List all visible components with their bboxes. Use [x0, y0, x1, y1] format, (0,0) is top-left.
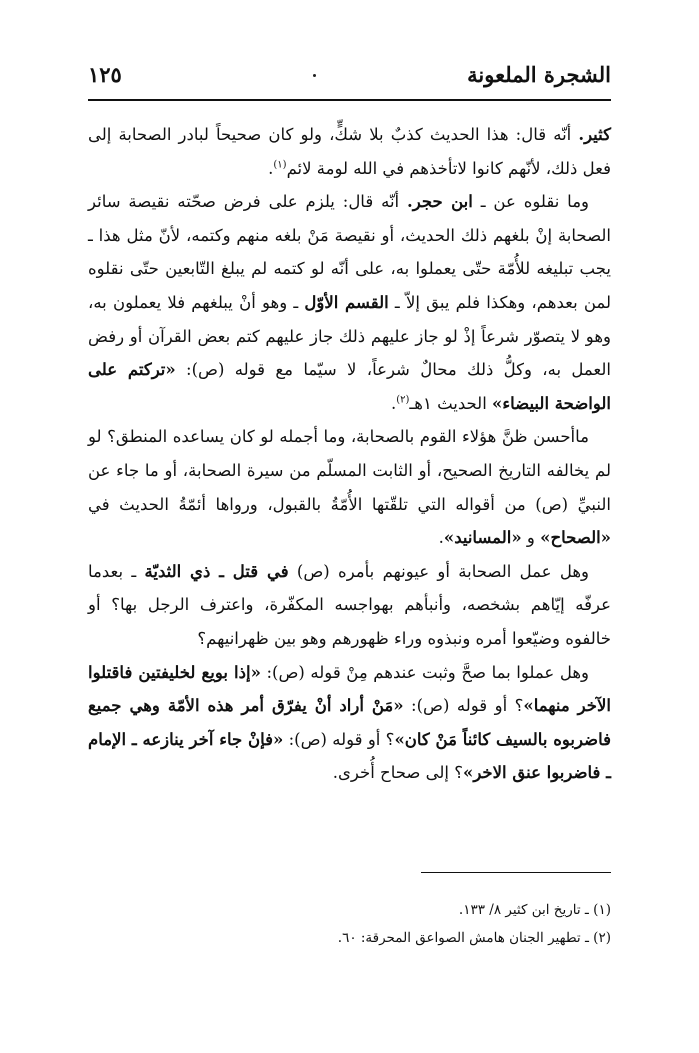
bold-phrase: في قتل ـ ذي الثديّة — [144, 561, 289, 581]
paragraph-1 — [88, 118, 611, 185]
bold-phrase: «الصحاح» — [540, 528, 611, 548]
text-run: ؟ إلى صحاح أُخرى. — [332, 763, 463, 783]
footnotes — [88, 896, 611, 952]
text-run: . — [438, 528, 444, 548]
bold-phrase: ابن حجر. — [407, 192, 473, 212]
text-run: ماأحسن ظنَّ هؤلاء القوم بالصحابة، وما أجمله لو كان يساعده المنطق؟ لو لم يخالفه التاريخ الصحيح، أو الثابت المسلّم من سيرة الصحابة، أو ما جاء عن النبيِّ (ص) من أقواله التي تلقّتها الأُمّةُ بالقبول، ورواها أئمّةُ الحديث في — [88, 427, 611, 514]
footnote-ref: (١) — [273, 159, 287, 171]
text-run: وهل عمل الصحابة أو عيونهم بأمره (ص) — [288, 561, 589, 581]
text-run: ؟ أو قوله (ص): — [283, 729, 395, 749]
paragraph-3 — [88, 420, 611, 554]
text-run: . — [390, 393, 397, 413]
text-run: وهل عملوا بما صحَّ وثبت عندهم مِنْ قوله (ص): — [260, 662, 589, 682]
bold-phrase: «فإنْ جاء آخر ينازعه ـ الإمام ـ فاضربوا عنق الاخر» — [88, 729, 611, 783]
footnote-1: (١) ـ تاريخ ابن كثير ٨/ ١٣٣. — [458, 902, 611, 918]
bold-phrase: كثير. — [578, 125, 611, 144]
text-run: وما نقلوه عن ـ — [472, 192, 590, 212]
text-run: . — [268, 158, 274, 178]
bold-phrase: «مَنْ أراد أنْ يفرّق أمر هذه الأمّة وهي جميع فاضربوه بالسيف كائناً مَنْ كان» — [88, 696, 611, 749]
header-rule — [88, 99, 611, 101]
text-run: ـ وهو أنْ يبلغهم فلا يعملون به، وهو لا يتصوّر شرعاً إذْ لو جاز عليهم ذلك جاز عليهم كتم بعض القرآن أو رفض العمل به، وكلُّ ذلك محالٌ شرعاً، لا سيّما مع قوله (ص): — [88, 292, 611, 380]
running-title: الشجرة الملعونة — [467, 62, 611, 87]
text-run: أنّه قال: هذا الحديث كذبٌ بلا شكٍّ، ولو كان صحيحاً لبادر الصحابة إلى فعل ذلك، لأنّهم كانوا لاتأخذهم في الله لومة لائم — [88, 125, 611, 178]
footnote-ref: (٢) — [396, 394, 410, 406]
header-dot — [313, 74, 316, 77]
paragraph-5 — [88, 656, 611, 790]
bold-phrase: «تركتم على الواضحة البيضاء» — [88, 360, 611, 413]
page-number: ١٢٥ — [88, 62, 122, 87]
footnote-2: (٢) ـ تطهير الجنان هامش الصواعق المحرقة: ٦٠. — [337, 930, 611, 946]
paragraph-4 — [88, 555, 611, 656]
bold-phrase: القسم الأوّل — [304, 292, 389, 312]
page-header — [88, 62, 611, 98]
bold-phrase: «إذا بويع لخليفتين فاقتلوا الآخر منهما» — [88, 662, 611, 716]
text-run: أنّه قال: يلزم على فرض صحّته نقيصة سائر الصحابة إنْ بلغهم ذلك الحديث، أو نقيصة مَنْ بلغه منهم وكتمه، لأنّ مثل هذا ـ يجب تبليغه للأُمّة حتّى يعملوا به، على أنّه لو كتمه لم يبلغ التّابعين حتّى نقلوه لمن بعدهم، وهكذا فلم يبق إلاّ ـ — [88, 192, 611, 312]
bold-phrase: «المسانيد» — [443, 528, 522, 548]
text-run: الحديث ١هـ — [409, 393, 493, 413]
paragraph-2 — [88, 185, 611, 420]
text-run: ـ بعدما عرفّه إيّاهم بشخصه، وأنبأهم بهواجسه المكفّرة، واعترف الرجل بها؟ أو خالفوه وضيّعوا أمره ونبذوه وراء ظهورهم وهو بين ظهرانيهم؟ — [88, 561, 611, 648]
text-run: و — [521, 528, 541, 548]
footnote-rule — [421, 872, 611, 873]
main-text — [88, 118, 611, 790]
text-run: ؟ أو قوله (ص): — [403, 696, 524, 716]
